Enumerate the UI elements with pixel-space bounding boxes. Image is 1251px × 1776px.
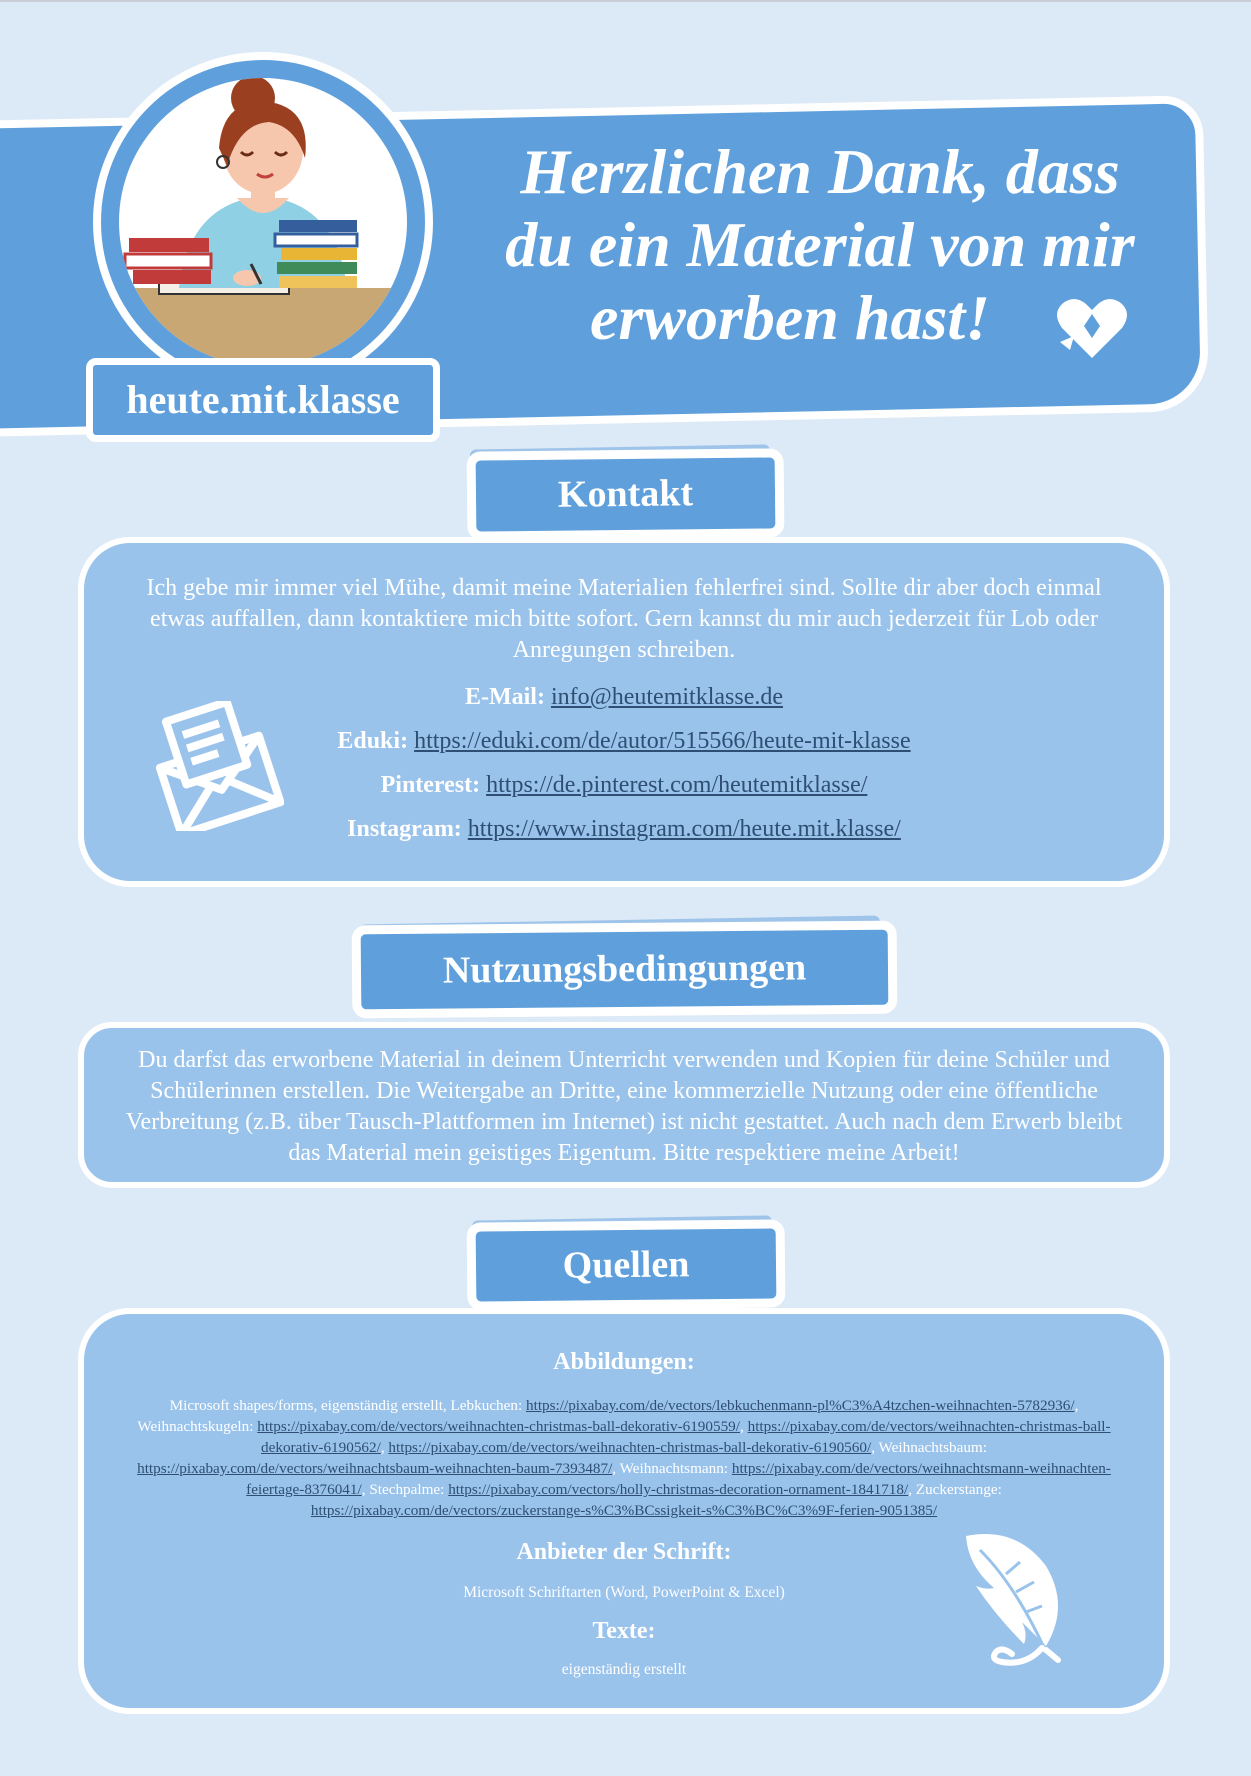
heart-icon <box>1052 292 1132 362</box>
kontakt-heading: Kontakt <box>467 448 785 540</box>
source-text: , <box>380 1439 389 1456</box>
email-label: E-Mail: <box>464 684 545 710</box>
eduki-label: Eduki: <box>337 728 409 754</box>
source-link[interactable]: https://pixabay.com/de/vectors/weihnachtsbaum-weihnachten-baum-7393487/ <box>137 1460 613 1477</box>
source-link[interactable]: https://pixabay.com/de/vectors/weihnachten-christmas-ball-dekorativ-6190560/ <box>388 1439 872 1456</box>
source-link[interactable]: https://pixabay.com/de/vectors/zuckerstange-s%C3%BCssigkeit-s%C3%BC%C3%9F-ferien-9051385/ <box>310 1502 938 1519</box>
source-link[interactable]: https://pixabay.com/de/vectors/lebkuchenmann-pl%C3%A4tzchen-weihnachten-5782936/ <box>526 1397 1075 1414</box>
title-line-1: Herzlichen Dank, dass <box>520 136 1120 207</box>
brand-label: heute.mit.klasse <box>86 358 440 442</box>
kontakt-panel <box>78 537 1170 887</box>
teacher-illustration-svg <box>119 78 407 366</box>
title-line-3: erworben hast! <box>589 282 991 353</box>
source-link[interactable]: https://pixabay.com/de/vectors/weihnachten-christmas-ball-dekorativ-6190559/ <box>257 1418 741 1435</box>
nutzung-panel <box>78 1022 1170 1188</box>
schrift-heading: Anbieter der Schrift: <box>516 1539 732 1565</box>
abbildungen-heading: Abbildungen: <box>553 1349 695 1375</box>
kontakt-intro: Ich gebe mir immer viel Mühe, damit meine Materialien fehlerfrei sind. Sollte dir aber doch einmal etwas auffallen, dann kontaktiere mich bitte sofort. Gern kannst du mir auch jederzeit für Lob oder Anregungen schreiben. <box>146 575 1102 663</box>
schrift-text: Microsoft Schriftarten (Word, PowerPoint & Excel) <box>463 1584 785 1601</box>
texte-heading: Texte: <box>592 1618 656 1644</box>
pinterest-link[interactable]: https://de.pinterest.com/heutemitklasse/ <box>486 772 868 798</box>
instagram-link[interactable]: https://www.instagram.com/heute.mit.klasse/ <box>467 816 901 842</box>
source-text: , Weihnachtsmann: <box>612 1460 732 1477</box>
source-text: , Zuckerstange: <box>908 1481 1002 1498</box>
source-text: Microsoft shapes/forms, eigenständig erstellt, Lebkuchen: <box>169 1397 527 1414</box>
source-link[interactable]: https://pixabay.com/vectors/holly-christmas-decoration-ornament-1841718/ <box>448 1481 909 1498</box>
quellen-panel <box>78 1308 1170 1714</box>
eduki-link[interactable]: https://eduki.com/de/autor/515566/heute-mit-klasse <box>414 728 911 754</box>
feather-quill-icon <box>946 1526 1076 1676</box>
texte-text: eigenständig erstellt <box>561 1661 687 1678</box>
quellen-heading: Quellen <box>467 1219 786 1310</box>
pinterest-label: Pinterest: <box>380 772 481 798</box>
teacher-illustration <box>119 78 407 366</box>
sources-list <box>84 1395 1164 1521</box>
source-text: , Weihnachtsbaum: <box>871 1439 987 1456</box>
top-border <box>0 0 1251 2</box>
source-link[interactable]: https://pixabay.com/de/vectors/weihnachten-christmas-ball-dekorativ-6190562/ <box>261 1418 1111 1456</box>
source-text: , Weihnachtskugeln: <box>137 1397 1079 1435</box>
title-line-2: du ein Material von mir <box>505 209 1135 280</box>
nutzung-text: Du darfst das erworbene Material in deinem Unterricht verwenden und Kopien für deine Schüler und Schülerinnen erstellen. Die Weitergabe an Dritte, eine kommerzielle Nutzung oder eine öffentliche Verbreitung (z.B. über Tausch-Plattformen im Internet) ist nicht gestattet. Auch nach dem Erwerb bleibt das Material mein geistiges Eigentum. Bitte respektiere meine Arbeit! <box>125 1047 1123 1166</box>
envelope-icon <box>144 701 284 831</box>
source-link[interactable]: https://pixabay.com/de/vectors/weihnachtsmann-weihnachten-feiertage-8376041/ <box>246 1460 1111 1498</box>
source-text: , Stechpalme: <box>361 1481 449 1498</box>
instagram-label: Instagram: <box>347 816 462 842</box>
nutzung-heading: Nutzungsbedingungen <box>352 921 898 1019</box>
email-link[interactable]: info@heutemitklasse.de <box>550 684 784 710</box>
source-text: , <box>740 1418 748 1435</box>
